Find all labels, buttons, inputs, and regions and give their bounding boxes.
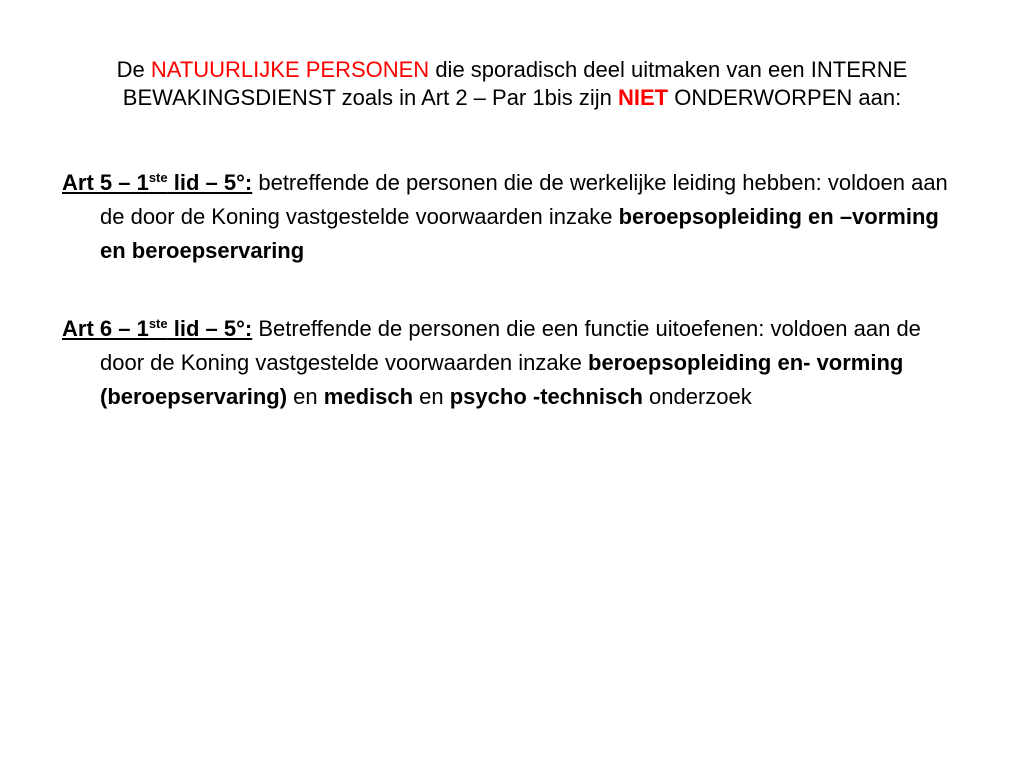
bullet-art-5-text: betreffende de personen die de werkelijke leiding hebben: voldoen aan de door de Koning vastgestelde voorwaarden inzake xyxy=(100,170,948,229)
bullet-art-6-bold-1: beroepsopleiding en- vorming (beroepservaring) xyxy=(100,350,904,409)
bullet-art-6-bold-3: psycho -technisch xyxy=(449,384,643,409)
bullet-art-5-bold: beroepsopleiding en –vorming en beroepservaring xyxy=(100,204,939,263)
bullet-art-6-text-3: en xyxy=(413,384,450,409)
bullet-art-6-heading-rest: lid – 5°: xyxy=(167,316,253,341)
bullet-art-5 xyxy=(62,166,962,268)
bullet-art-6-text-2: en xyxy=(287,384,324,409)
bullet-art-6-bold-2: medisch xyxy=(323,384,414,409)
bullet-art-6-text-4: onderzoek xyxy=(642,384,752,409)
bullet-art-6-heading-text: Art 6 – 1 xyxy=(62,316,149,341)
bullet-art-6-heading xyxy=(62,316,252,341)
slide-title xyxy=(40,56,984,112)
title-line2-suffix: ONDERWORPEN aan: xyxy=(668,85,902,110)
title-line1-suffix: die sporadisch deel uitmaken van een INTERNE xyxy=(429,57,908,82)
bullet-art-5-heading-text: Art 5 – 1 xyxy=(62,170,149,195)
bullet-list xyxy=(62,166,962,414)
bullet-art-6 xyxy=(62,312,962,414)
title-highlight-not: NIET xyxy=(617,85,669,110)
bullet-art-5-heading-rest: lid – 5°: xyxy=(167,170,253,195)
title-line1-prefix: De xyxy=(116,57,151,82)
title-highlight-natural-persons: NATUURLIJKE PERSONEN xyxy=(150,57,430,82)
bullet-art-5-heading-sup: ste xyxy=(148,170,168,185)
bullet-art-5-heading xyxy=(62,170,252,195)
bullet-art-6-text-1: Betreffende de personen die een functie uitoefenen: voldoen aan de door de Koning vastgestelde voorwaarden inzake xyxy=(100,316,921,375)
bullet-art-6-heading-sup: ste xyxy=(148,316,168,331)
title-line2-prefix: BEWAKINGSDIENST zoals in Art 2 – Par 1bis zijn xyxy=(122,85,618,110)
